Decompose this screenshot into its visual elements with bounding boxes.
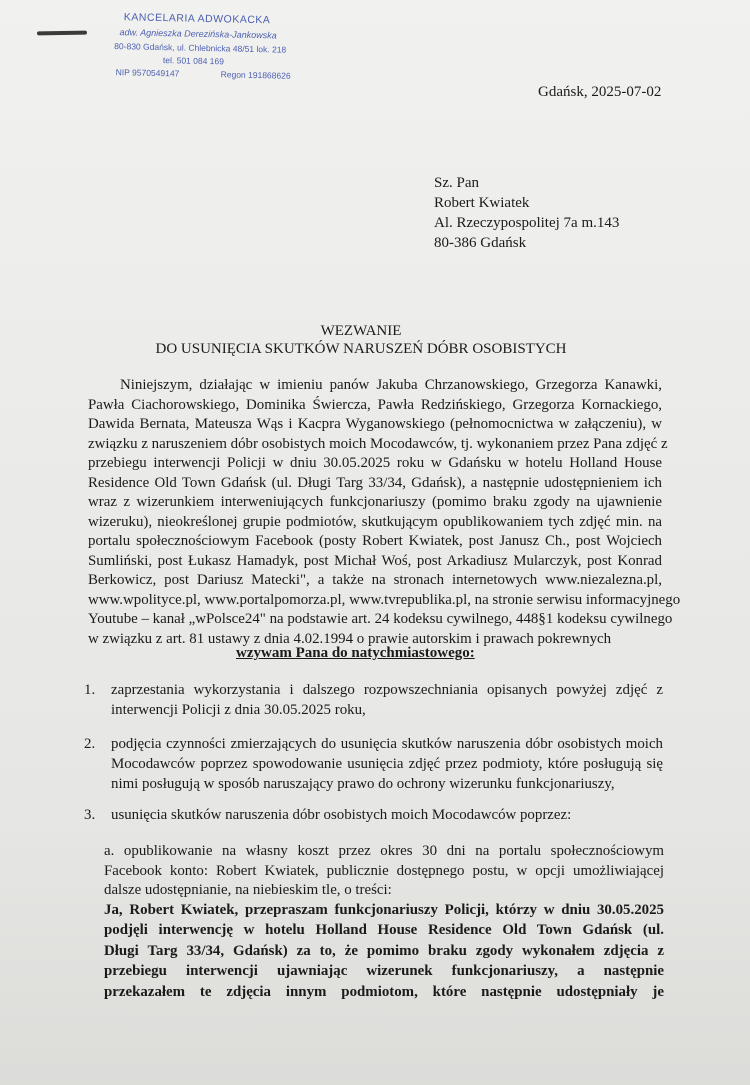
apology-text xyxy=(104,901,664,1004)
item-number: 1. xyxy=(84,682,96,698)
stamp-line: Regon 191868626 xyxy=(220,69,291,81)
recipient-line: 80-386 Gdańsk xyxy=(434,235,527,251)
demand-heading: wzywam Pana do natychmiastowego: xyxy=(236,645,475,661)
recipient-line: Robert Kwiatek xyxy=(434,195,530,211)
body-line: www.wpolityce.pl, www.portalpomorza.pl, www.tvrepublika.pl, na stronie serwisu informacyjnego xyxy=(88,591,681,608)
body-line: Dawida Bernata, Mateusza Wąs i Kacpra Wyganowskiego (pełnomocnictwa w załączeniu), w xyxy=(88,416,662,432)
apology-line: przekazałem te zdjęcia innym podmiotom, które następnie udostępniały je xyxy=(104,983,664,1000)
apology-line: przebiegu interwencji ujawniając wizerunek funkcjonariuszy, a następnie xyxy=(104,963,664,979)
document-subtitle: DO USUNIĘCIA SKUTKÓW NARUSZEŃ DÓBR OSOBISTYCH xyxy=(155,341,567,357)
item-line: interwencji Policji z dnia 30.05.2025 roku, xyxy=(111,702,366,718)
recipient-line: Al. Rzeczypospolitej 7a m.143 xyxy=(434,215,620,231)
body-line: Niniejszym, działając w imieniu panów Jakuba Chrzanowskiego, Grzegorza Kanawki, xyxy=(120,377,662,393)
body-line: Berkowicz, post Dariusz Matecki", a także na stronach internetowych www.niezalezna.pl, xyxy=(88,572,662,588)
body-line: Sumliński, post Łukasz Hamadyk, post Michał Woś, post Arkadiusz Mularczyk, post Konrad xyxy=(88,552,662,569)
paper-mark xyxy=(37,31,87,36)
stamp-line: 80-830 Gdańsk, ul. Chlebnicka 48/51 lok. 218 xyxy=(114,41,287,55)
recipient-line: Sz. Pan xyxy=(434,175,479,191)
body-line: przebiegu interwencji Policji w dniu 30.05.2025 roku w Gdańsku w hotelu Holland House xyxy=(88,455,662,471)
recipient-address xyxy=(434,173,619,253)
item-line: Mocodawców poprzez spowodowanie usunięcia zdjęć przez podmioty, które posługują się xyxy=(111,756,663,772)
apology-line: podjęli interwencję w hotelu Holland House Residence Old Town Gdańsk (ul. xyxy=(104,922,664,938)
body-line: Pawła Ciachorowskiego, Dominika Świercza, Pawła Redzińskiego, Grzegorza Kornackiego, xyxy=(88,396,662,413)
demand-item-3 xyxy=(84,805,663,825)
item-number: 3. xyxy=(84,807,96,823)
document-title: WEZWANIE xyxy=(320,323,402,339)
demand-item-2 xyxy=(84,734,663,794)
sub-item-line: Facebook konto: Robert Kwiatek, publicznie dostępnego postu, w opcji umożliwiającej xyxy=(104,862,664,879)
item-line: zaprzestania wykorzystania i dalszego rozpowszechniania opisanych powyżej zdjęć z xyxy=(111,682,663,698)
apology-line: Ja, Robert Kwiatek, przepraszam funkcjonariuszy Policji, którzy w dniu 30.05.2025 xyxy=(104,901,664,918)
item-line: podjęcia czynności zmierzających do usunięcia skutków naruszenia dóbr osobistych moich xyxy=(111,736,663,752)
body-line: w związku z art. 81 ustawy z dnia 4.02.1994 o prawie autorskim i prawach pokrewnych xyxy=(88,630,612,647)
body-line: wizeruku), nieokreślonej grupie podmiotów, skutkującym opublikowaniem tych zdjęć min. na xyxy=(88,513,662,530)
stamp-line: tel. 501 084 169 xyxy=(162,55,225,67)
stamp-line: NIP 9570549147 xyxy=(115,67,180,79)
sub-item-line: a. opublikowanie na własny koszt przez okres 30 dni na portalu społecznościowym xyxy=(104,843,664,859)
item-number: 2. xyxy=(84,736,96,752)
demand-item-1 xyxy=(84,680,663,720)
law-office-stamp xyxy=(110,10,302,88)
body-line: wraz z wizerunkiem interweniujących funkcjonariuszy (pomimo braku zgody na ujawnienie xyxy=(88,494,662,510)
apology-line: Długi Targ 33/34, Gdańsk) za to, że pomimo braku zgody wykonałem zdjęcia z xyxy=(104,942,664,959)
stamp-line: adw. Agnieszka Derezińska-Jankowska xyxy=(119,27,277,41)
sub-item-line: dalsze udostępnianie, na niebieskim tle, o treści: xyxy=(104,882,392,898)
stamp-line: KANCELARIA ADWOKACKA xyxy=(123,11,271,27)
item-line: usunięcia skutków naruszenia dóbr osobistych moich Mocodawców poprzez: xyxy=(111,807,572,823)
letter-date: Gdańsk, 2025-07-02 xyxy=(538,84,662,100)
body-line: związku z naruszeniem dóbr osobistych moich Mocodawców, tj. wykonaniem przez Pana zdjęć z xyxy=(88,435,668,452)
body-paragraph xyxy=(88,376,681,649)
item-line: nimi posługują w sposób naruszający prawo do ochrony wizerunku funkcjonariuszy, xyxy=(111,776,615,792)
sub-item-a xyxy=(104,842,664,1003)
body-line: Residence Old Town Gdańsk (ul. Długi Targ 33/34, Gdańsk), a następnie udostępnieniem ich xyxy=(88,474,662,491)
body-line: Youtube – kanał „wPolsce24" na podstawie art. 24 kodeksu cywilnego, 448§1 kodeksu cywilnego xyxy=(88,611,673,627)
body-line: portalu społecznościowym Facebook (posty Robert Kwiatek, post Janusz Ch., post Wojciech xyxy=(88,533,662,549)
